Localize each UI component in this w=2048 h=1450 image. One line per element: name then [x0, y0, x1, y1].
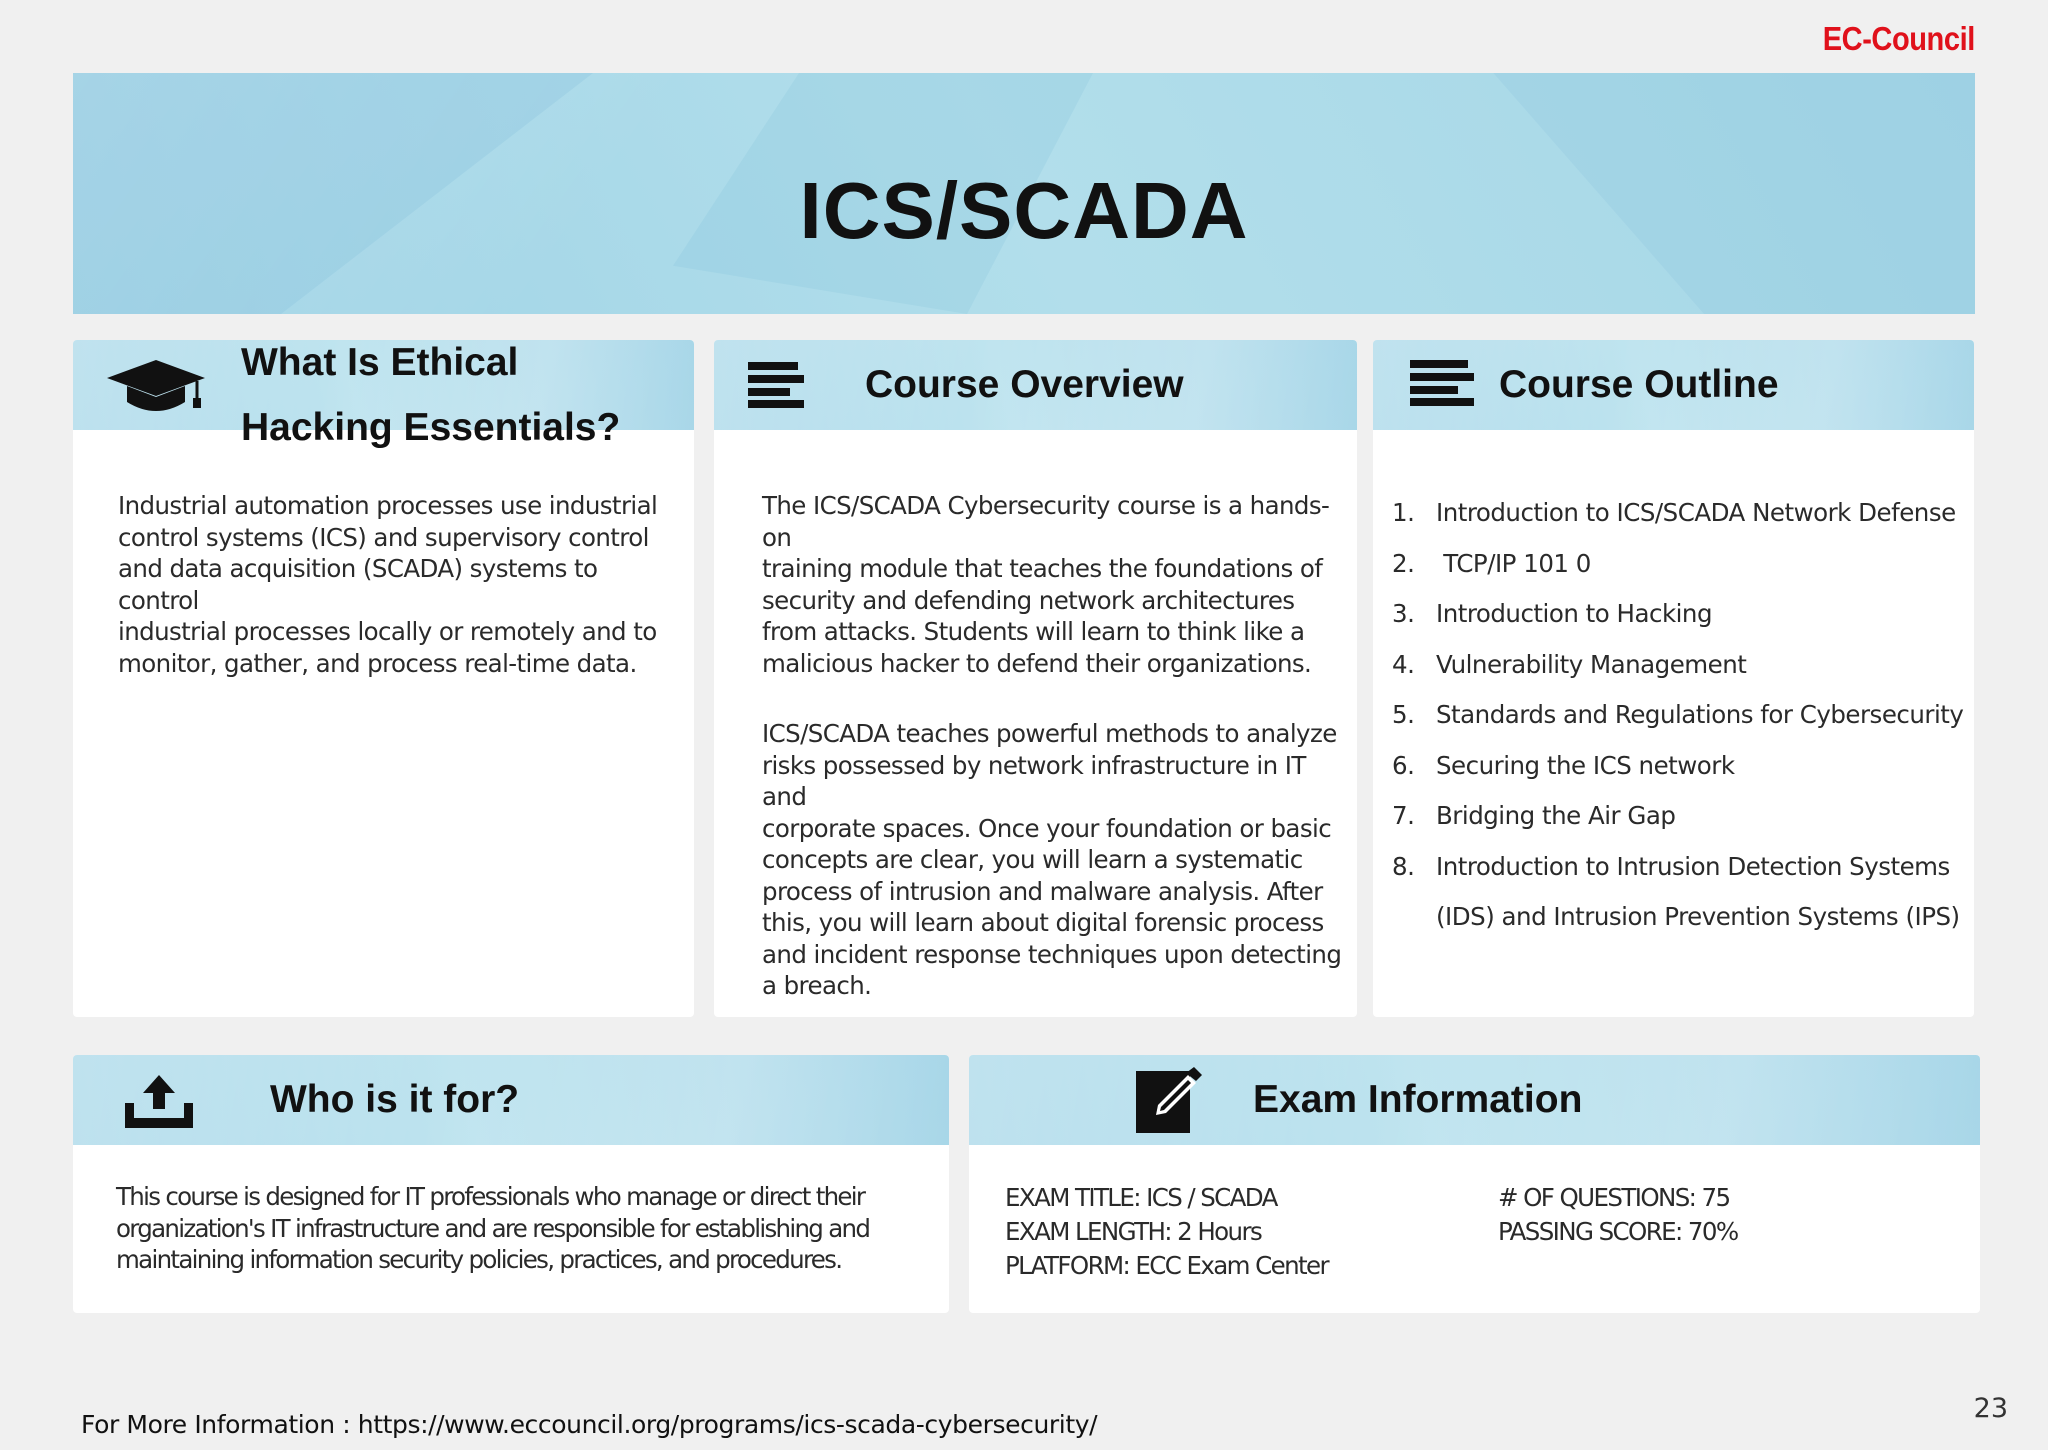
- page-number: 23: [1973, 1393, 2008, 1424]
- edit-icon: [1136, 1067, 1204, 1140]
- overview-line: a breach.: [762, 971, 872, 1000]
- overview-line: process of intrusion and malware analysis. After: [762, 876, 1323, 906]
- course-overview-card: [714, 340, 1357, 1017]
- outline-item-text: Securing the ICS network: [1436, 750, 1735, 780]
- exam-right-column: [1498, 1181, 1738, 1249]
- text-lines-icon: [748, 362, 806, 413]
- overview-line: security and defending network architectures: [762, 585, 1295, 615]
- course-outline-title: Course Outline: [1499, 363, 1779, 406]
- exam-information-header: [969, 1055, 1980, 1145]
- what-is-body: [118, 490, 678, 679]
- page-title: ICS/SCADA: [799, 166, 1249, 255]
- what-is-body-line: industrial processes locally or remotely and to: [118, 617, 657, 646]
- outline-item: [1392, 750, 1962, 801]
- upload-icon: [125, 1073, 193, 1134]
- course-outline-list: [1392, 497, 1962, 952]
- what-is-body-line: and data acquisition (SCADA) systems to control: [118, 554, 598, 615]
- outline-item-number: 7.: [1392, 801, 1415, 830]
- what-is-header: [73, 340, 694, 449]
- outline-item-text: TCP/IP 101 0: [1436, 548, 1591, 578]
- overview-para2: [762, 718, 1342, 1002]
- overview-line: ICS/SCADA teaches powerful methods to analyze: [762, 719, 1337, 748]
- overview-line: risks possessed by network infrastructure in IT and: [762, 750, 1306, 811]
- graduation-cap-icon: [105, 356, 207, 421]
- who-body-line: organization's IT infrastructure and are responsible for establishing and: [116, 1213, 870, 1243]
- what-is-title-line2: Hacking Essentials?: [241, 406, 621, 449]
- ec-council-logo: EC-Council: [1822, 20, 1975, 57]
- outline-item-text: Introduction to Intrusion Detection Systems: [1436, 851, 1950, 881]
- outline-item: [1392, 497, 1962, 548]
- overview-para1: [762, 490, 1342, 679]
- what-is-body-line: Industrial automation processes use industrial: [118, 491, 658, 520]
- who-body-line: This course is designed for IT professionals who manage or direct their: [116, 1182, 865, 1211]
- title-banner: [73, 73, 1975, 314]
- who-body-line: maintaining information security policies, practices, and procedures.: [116, 1245, 842, 1274]
- exam-information-card: [969, 1055, 1980, 1313]
- course-overview-header: [714, 340, 1357, 430]
- outline-item-number: 3.: [1392, 599, 1415, 628]
- outline-item-number: 6.: [1392, 750, 1415, 780]
- course-overview-body: [762, 490, 1342, 1002]
- outline-item: [1392, 598, 1962, 649]
- overview-line: concepts are clear, you will learn a systematic: [762, 845, 1303, 874]
- outline-item-text: (IDS) and Intrusion Prevention Systems (IPS): [1436, 902, 1960, 931]
- exam-questions-line: # OF QUESTIONS: 75: [1498, 1183, 1730, 1212]
- outline-item: [1392, 901, 1962, 952]
- who-is-it-for-title: Who is it for?: [270, 1078, 520, 1121]
- outline-item: [1392, 548, 1962, 599]
- overview-line: The ICS/SCADA Cybersecurity course is a hands-on: [762, 491, 1330, 552]
- outline-item-number: 1.: [1392, 498, 1415, 527]
- exam-platform-line: PLATFORM: ECC Exam Center: [1005, 1251, 1328, 1280]
- outline-item-number: 2.: [1392, 548, 1415, 578]
- outline-item: [1392, 699, 1962, 750]
- course-outline-header: [1373, 340, 1974, 430]
- who-is-it-for-card: [73, 1055, 949, 1313]
- what-is-card: [73, 340, 694, 1017]
- outline-item: [1392, 851, 1962, 902]
- who-is-it-for-header: [73, 1055, 949, 1145]
- overview-line: malicious hacker to defend their organizations.: [762, 648, 1312, 678]
- course-overview-title: Course Overview: [865, 363, 1184, 406]
- exam-information-title: Exam Information: [1253, 1078, 1583, 1121]
- exam-passing-score-line: PASSING SCORE: 70%: [1498, 1217, 1738, 1246]
- footer-info: For More Information : https://www.eccouncil.org/programs/ics-scada-cybersecurity/: [81, 1410, 1098, 1439]
- outline-item: [1392, 649, 1962, 700]
- outline-item-number: 5.: [1392, 700, 1415, 729]
- what-is-title-line1: What Is Ethical: [241, 341, 519, 384]
- overview-line: this, you will learn about digital forensic process: [762, 908, 1324, 937]
- what-is-body-line: control systems (ICS) and supervisory control: [118, 522, 649, 552]
- course-outline-card: [1373, 340, 1974, 1017]
- outline-item-text: Vulnerability Management: [1436, 649, 1747, 679]
- outline-item-text: Introduction to ICS/SCADA Network Defense: [1436, 498, 1956, 527]
- outline-item: [1392, 800, 1962, 851]
- overview-line: from attacks. Students will learn to think like a: [762, 617, 1305, 646]
- what-is-body-line: monitor, gather, and process real-time data.: [118, 648, 637, 678]
- exam-left-column: [1005, 1181, 1328, 1283]
- overview-line: corporate spaces. Once your foundation or basic: [762, 813, 1332, 843]
- outline-item-text: Introduction to Hacking: [1436, 599, 1713, 628]
- outline-item-number: 4.: [1392, 649, 1415, 679]
- exam-length-line: EXAM LENGTH: 2 Hours: [1005, 1217, 1262, 1246]
- who-is-it-for-body: [116, 1181, 936, 1276]
- outline-item-text: Bridging the Air Gap: [1436, 801, 1676, 830]
- overview-line: and incident response techniques upon detecting: [762, 939, 1342, 969]
- overview-line: training module that teaches the foundations of: [762, 554, 1323, 583]
- outline-item-number: 8.: [1392, 851, 1415, 881]
- text-lines-icon: [1410, 360, 1476, 411]
- outline-item-text: Standards and Regulations for Cybersecurity: [1436, 700, 1964, 729]
- exam-title-line: EXAM TITLE: ICS / SCADA: [1005, 1183, 1277, 1212]
